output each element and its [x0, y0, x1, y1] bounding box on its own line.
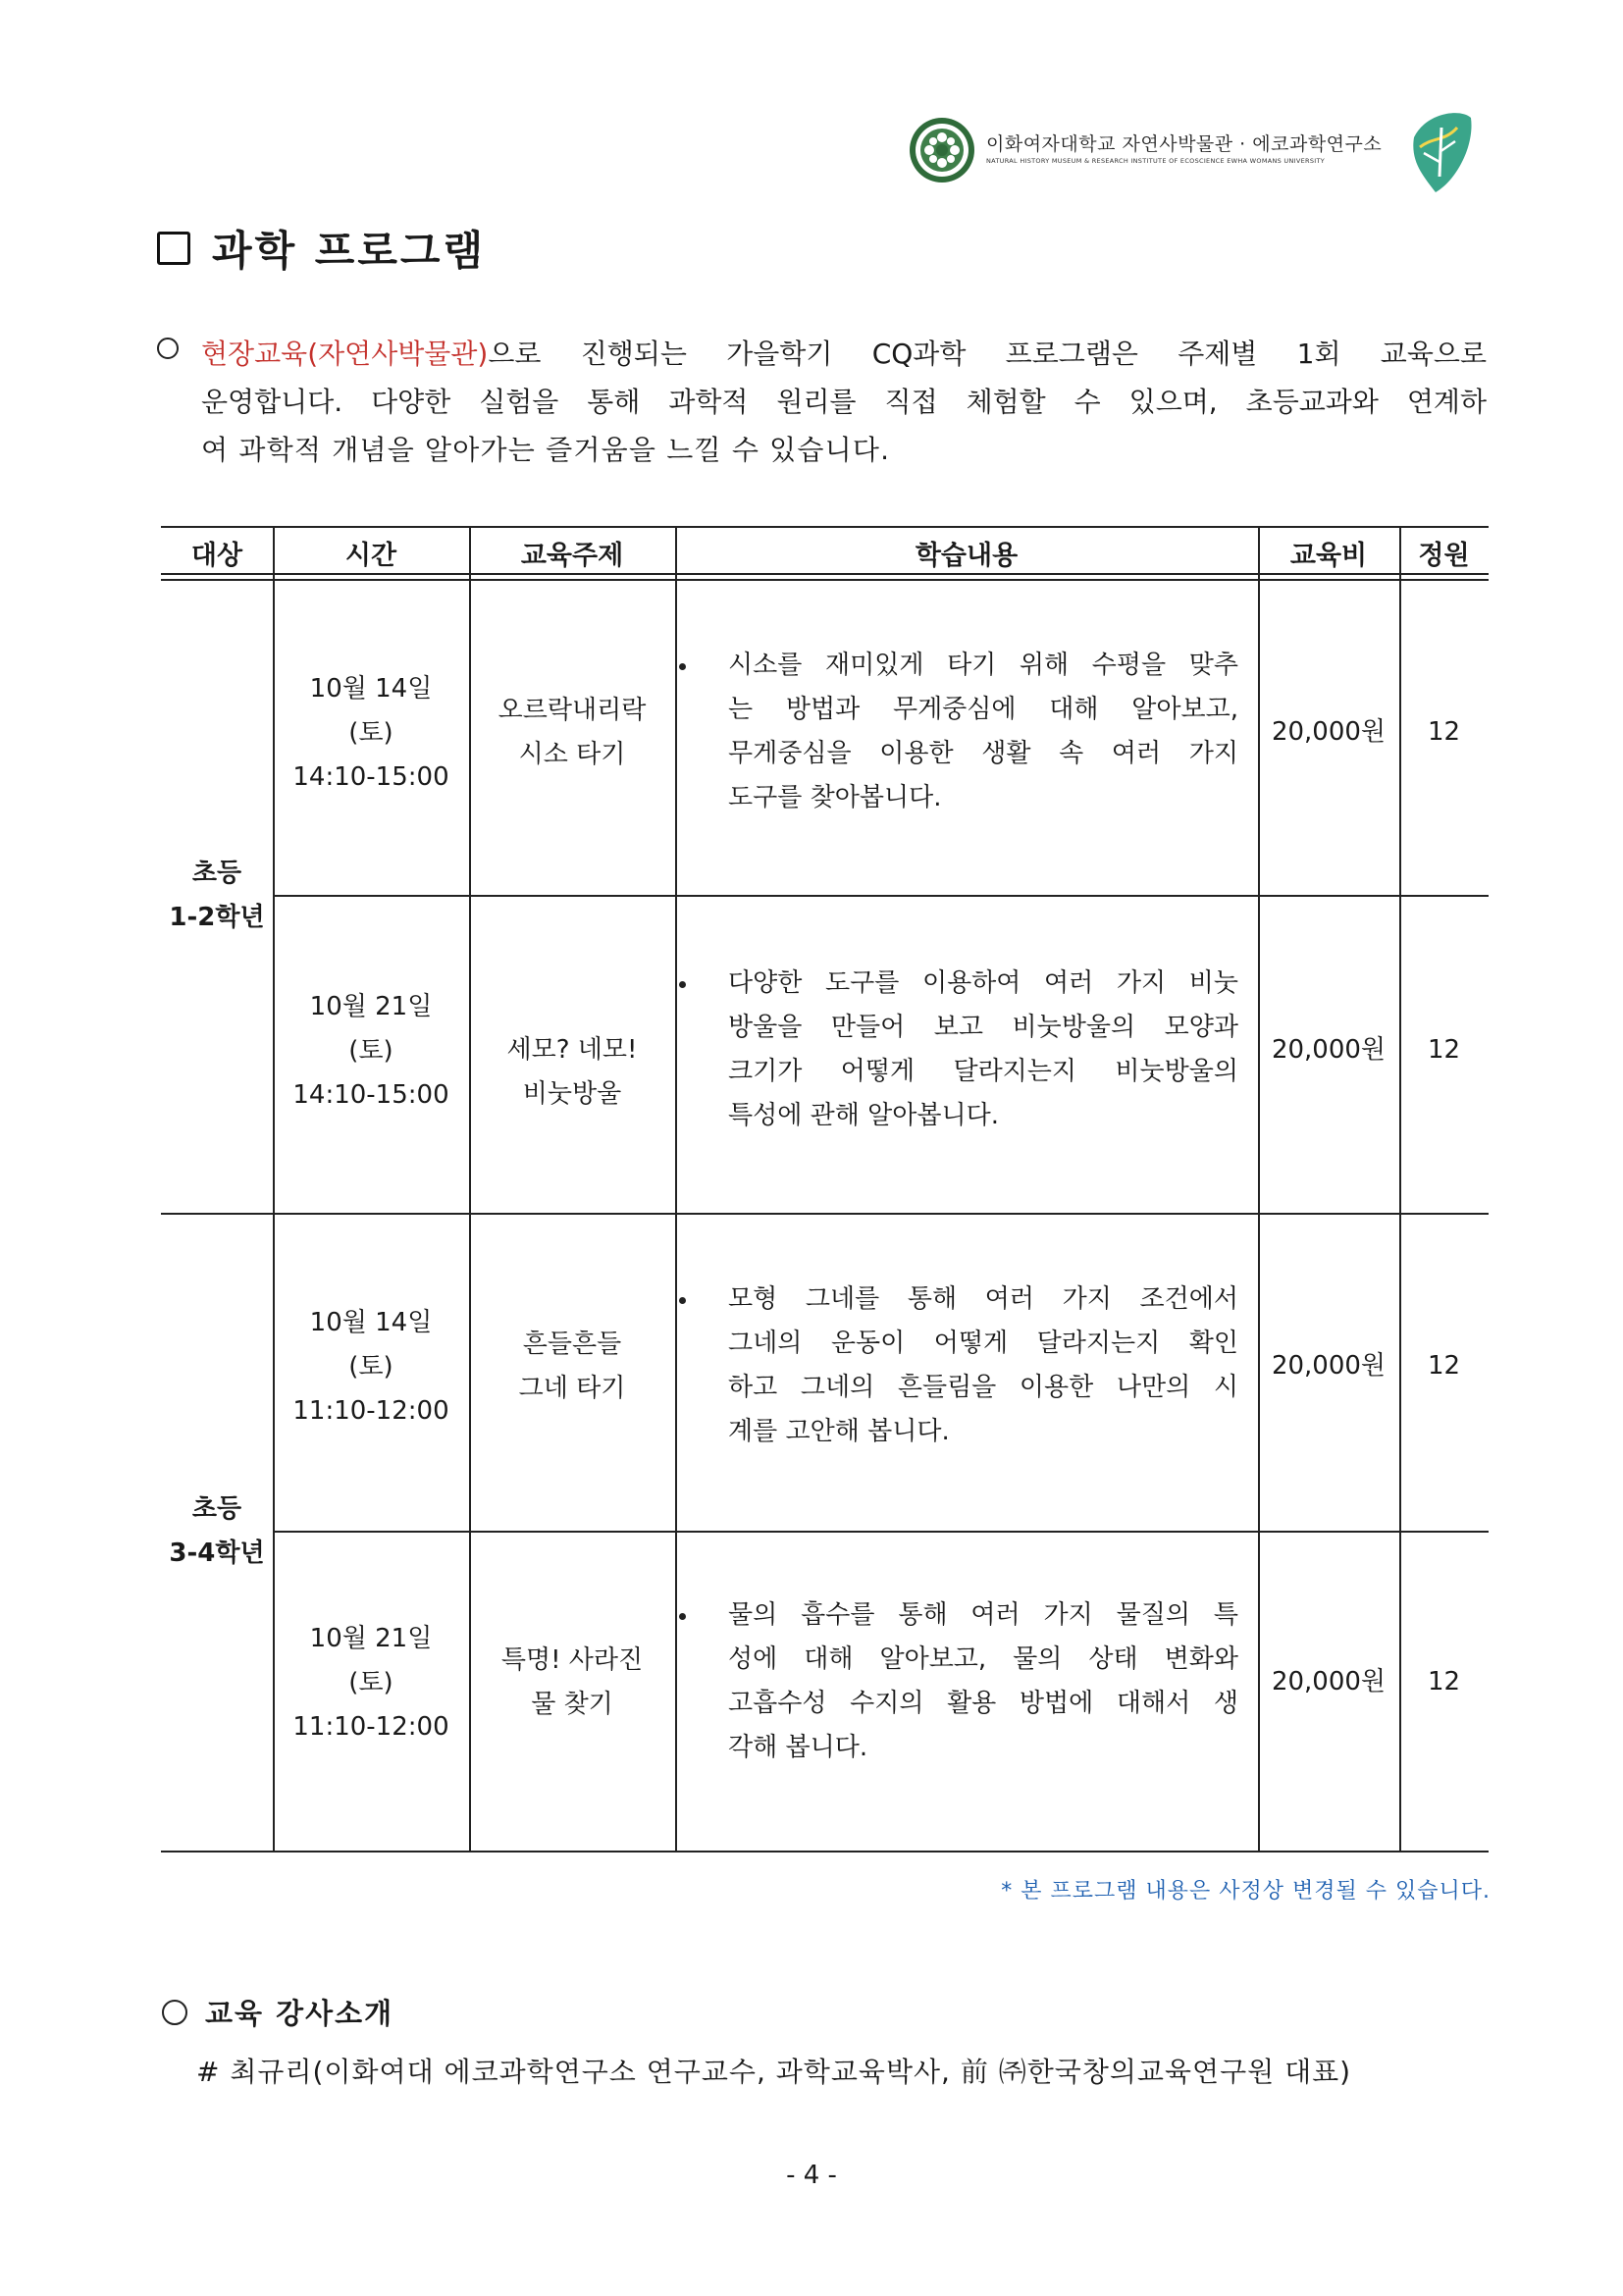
fee-cell: 20,000원 [1271, 717, 1387, 747]
table-bottom-border [161, 1851, 1489, 1852]
intro-line-1-rest: 으로 진행되는 가을학기 CQ과학 프로그램은 주제별 1회 교육으로 [488, 338, 1487, 370]
topic-cell [469, 1639, 675, 1727]
header-org-korean: 이화여자대학교 자연사박물관 · 에코과학연구소 [986, 133, 1383, 155]
header-bottom-border-2 [161, 579, 1489, 581]
capacity-cell: 12 [1427, 1035, 1461, 1065]
topic-cell [469, 1323, 675, 1411]
fee-cell: 20,000원 [1271, 1351, 1387, 1381]
grade-line-1: 초등 [191, 859, 242, 888]
th-topic: 교육주제 [520, 541, 624, 571]
content-line: 고흡수성 수지의 활용 방법에 대해서 생 [728, 1689, 1238, 1718]
row-divider-1 [273, 895, 1489, 897]
change-notice: * 본 프로그램 내용은 사정상 변경될 수 있습니다. [1001, 1879, 1491, 1904]
day: (토) [348, 718, 393, 748]
ewha-emblem-icon [908, 116, 976, 184]
circle-bullet-icon [157, 338, 179, 359]
time: 14:10-15:00 [292, 762, 449, 792]
ecoscience-leaf-logo-icon [1406, 108, 1477, 194]
topic-line-2: 그네 타기 [518, 1374, 626, 1403]
checkbox-square-icon [157, 232, 190, 265]
date: 10월 14일 [309, 674, 433, 704]
bullet-dot-icon [679, 981, 686, 988]
content-line: 방울을 만들어 보고 비눗방울의 모양과 [728, 1013, 1238, 1042]
content-line: 계를 고안해 봅니다. [728, 1417, 950, 1446]
topic-line-1: 흔들흔들 [522, 1330, 622, 1359]
content-line: 시소를 재미있게 타기 위해 수평을 맞추 [728, 651, 1238, 680]
content-line: 하고 그네의 흔들림을 이용한 나만의 시 [728, 1373, 1238, 1402]
time-cell [273, 667, 469, 800]
topic-line-1: 세모? 네모! [506, 1035, 638, 1065]
col-divider-3 [675, 526, 677, 1851]
header-org-english: NATURAL HISTORY MUSEUM & RESEARCH INSTITUTE OF ECOSCIENCE EWHA WOMANS UNIVERSITY [986, 157, 1326, 165]
capacity-cell: 12 [1427, 717, 1461, 747]
time: 14:10-15:00 [292, 1080, 449, 1110]
instructor-heading-text: 교육 강사소개 [205, 1997, 394, 2030]
intro-line-1 [201, 330, 1487, 378]
time: 11:10-12:00 [292, 1712, 449, 1742]
th-time: 시간 [344, 541, 397, 571]
content-line: 다양한 도구를 이용하여 여러 가지 비눗 [728, 968, 1238, 998]
th-target: 대상 [190, 541, 243, 571]
time: 11:10-12:00 [292, 1396, 449, 1426]
grade-line-1: 초등 [191, 1494, 242, 1524]
th-content: 학습내용 [915, 541, 1019, 571]
group-divider [161, 1213, 1489, 1215]
header-bottom-border-1 [161, 573, 1489, 575]
row-divider-3 [273, 1531, 1489, 1533]
topic-cell [469, 689, 675, 777]
content-line: 물의 흡수를 통해 여러 가지 물질의 특 [728, 1600, 1238, 1630]
section-title [157, 224, 486, 273]
topic-line-1: 특명! 사라진 [500, 1645, 644, 1675]
header-logo-block [908, 108, 1477, 196]
table-top-border [161, 526, 1489, 528]
instructor-heading [162, 1992, 393, 2032]
content-line: 는 방법과 무게중심에 대해 알아보고, [728, 695, 1238, 724]
fee-cell: 20,000원 [1271, 1035, 1387, 1065]
capacity-cell: 12 [1427, 1667, 1461, 1696]
topic-line-2: 비눗방울 [522, 1079, 622, 1109]
bullet-dot-icon [679, 1297, 686, 1304]
date: 10월 21일 [309, 992, 433, 1021]
content-line: 크기가 어떻게 달라지는지 비눗방울의 [728, 1057, 1238, 1086]
date: 10월 21일 [309, 1624, 433, 1653]
topic-cell [469, 1028, 675, 1117]
topic-line-2: 시소 타기 [518, 740, 626, 769]
grade-line-2: 3-4학년 [169, 1539, 265, 1568]
day: (토) [348, 1352, 393, 1382]
topic-line-1: 오르락내리락 [497, 696, 647, 725]
day: (토) [348, 1036, 393, 1066]
instructor-info: # 최규리(이화여대 에코과학연구소 연구교수, 과학교육박사, 前 ㈜한국창의교육연구원 대표) [196, 2056, 1352, 2088]
fee-cell: 20,000원 [1271, 1667, 1387, 1696]
content-line: 그네의 운동이 어떻게 달라지는지 확인 [728, 1329, 1238, 1358]
content-line: 모형 그네를 통해 여러 가지 조건에서 [728, 1284, 1238, 1314]
topic-line-2: 물 찾기 [531, 1690, 613, 1719]
date: 10월 14일 [309, 1308, 433, 1337]
day: (토) [348, 1668, 393, 1697]
th-capacity: 정원 [1418, 541, 1470, 571]
grade-line-2: 1-2학년 [169, 903, 265, 932]
bullet-dot-icon [679, 1613, 686, 1620]
content-line: 각해 봅니다. [728, 1733, 868, 1762]
page-number: - 4 - [786, 2161, 837, 2190]
time-cell [273, 1301, 469, 1434]
intro-highlight: 현장교육(자연사박물관) [201, 338, 489, 370]
bullet-dot-icon [679, 663, 686, 670]
grade-label [161, 1487, 273, 1576]
time-cell [273, 985, 469, 1118]
grade-label [161, 852, 273, 940]
time-cell [273, 1617, 469, 1749]
content-line: 성에 대해 알아보고, 물의 상태 변화와 [728, 1644, 1238, 1674]
circle-bullet-icon [162, 2000, 187, 2025]
th-fee: 교육비 [1289, 541, 1368, 571]
intro-line-2: 운영합니다. 다양한 실험을 통해 과학적 원리를 직접 체험할 수 있으며, 초등교과와 연계하 [201, 386, 1487, 418]
capacity-cell: 12 [1427, 1351, 1461, 1381]
intro-line-3: 여 과학적 개념을 알아가는 즐거움을 느낄 수 있습니다. [201, 434, 891, 466]
content-line: 도구를 찾아봅니다. [728, 783, 942, 812]
content-line: 특성에 관해 알아봅니다. [728, 1101, 999, 1130]
section-title-text: 과학 프로그램 [212, 227, 487, 275]
content-line: 무게중심을 이용한 생활 속 여러 가지 [728, 739, 1238, 768]
